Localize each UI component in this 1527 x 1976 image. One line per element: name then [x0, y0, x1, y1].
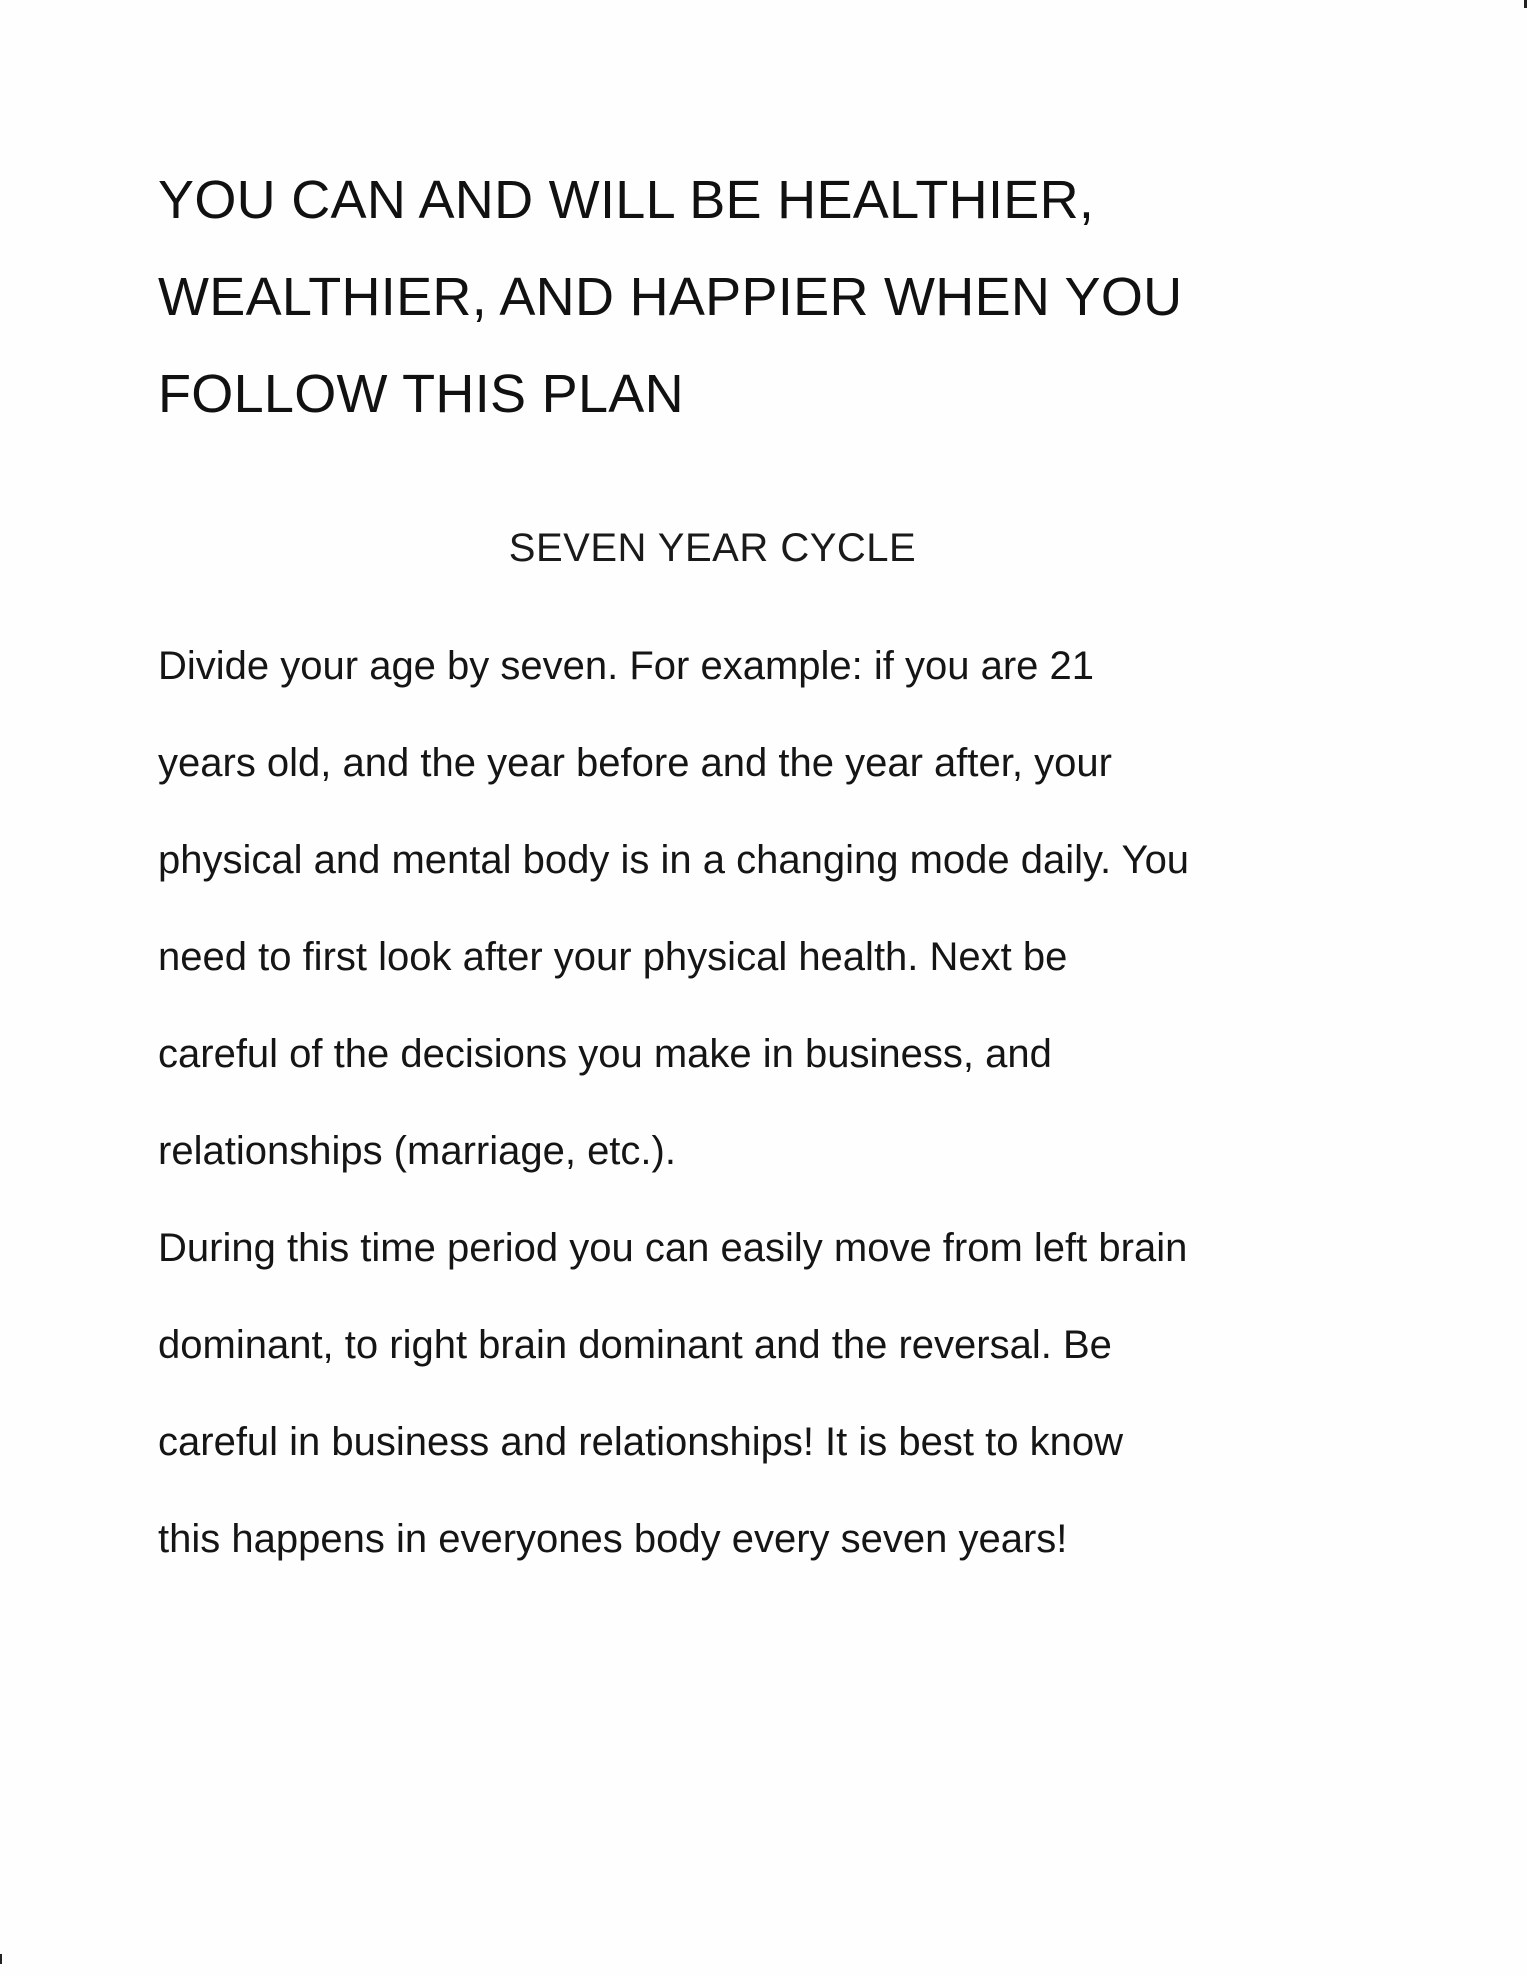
- section-heading: SEVEN YEAR CYCLE: [508, 526, 917, 570]
- body-line-10: this happens in everyones body every seven years!: [158, 1517, 1068, 1561]
- body-line-6: relationships (marriage, etc.).: [158, 1129, 676, 1173]
- body-line-8: dominant, to right brain dominant and the reversal. Be: [158, 1323, 1112, 1367]
- title-line-3: FOLLOW THIS PLAN: [158, 364, 684, 424]
- title-line-2: WEALTHIER, AND HAPPIER WHEN YOU: [158, 267, 1183, 327]
- page-title: [158, 152, 1338, 443]
- body-line-9: careful in business and relationships! It is best to know: [158, 1420, 1123, 1464]
- body-line-2: years old, and the year before and the year after, your: [158, 741, 1112, 785]
- body-line-3: physical and mental body is in a changing mode daily. You: [158, 838, 1190, 882]
- body-line-4: need to first look after your physical health. Next be: [158, 935, 1068, 979]
- title-line-1: YOU CAN AND WILL BE HEALTHIER,: [158, 170, 1095, 230]
- body-paragraphs: [158, 618, 1358, 1588]
- body-line-7: During this time period you can easily move from left brain: [158, 1226, 1188, 1270]
- scan-mark-bottom-left: [0, 1954, 2, 1964]
- body-line-5: careful of the decisions you make in business, and: [158, 1032, 1052, 1076]
- body-line-1: Divide your age by seven. For example: if you are 21: [158, 644, 1095, 688]
